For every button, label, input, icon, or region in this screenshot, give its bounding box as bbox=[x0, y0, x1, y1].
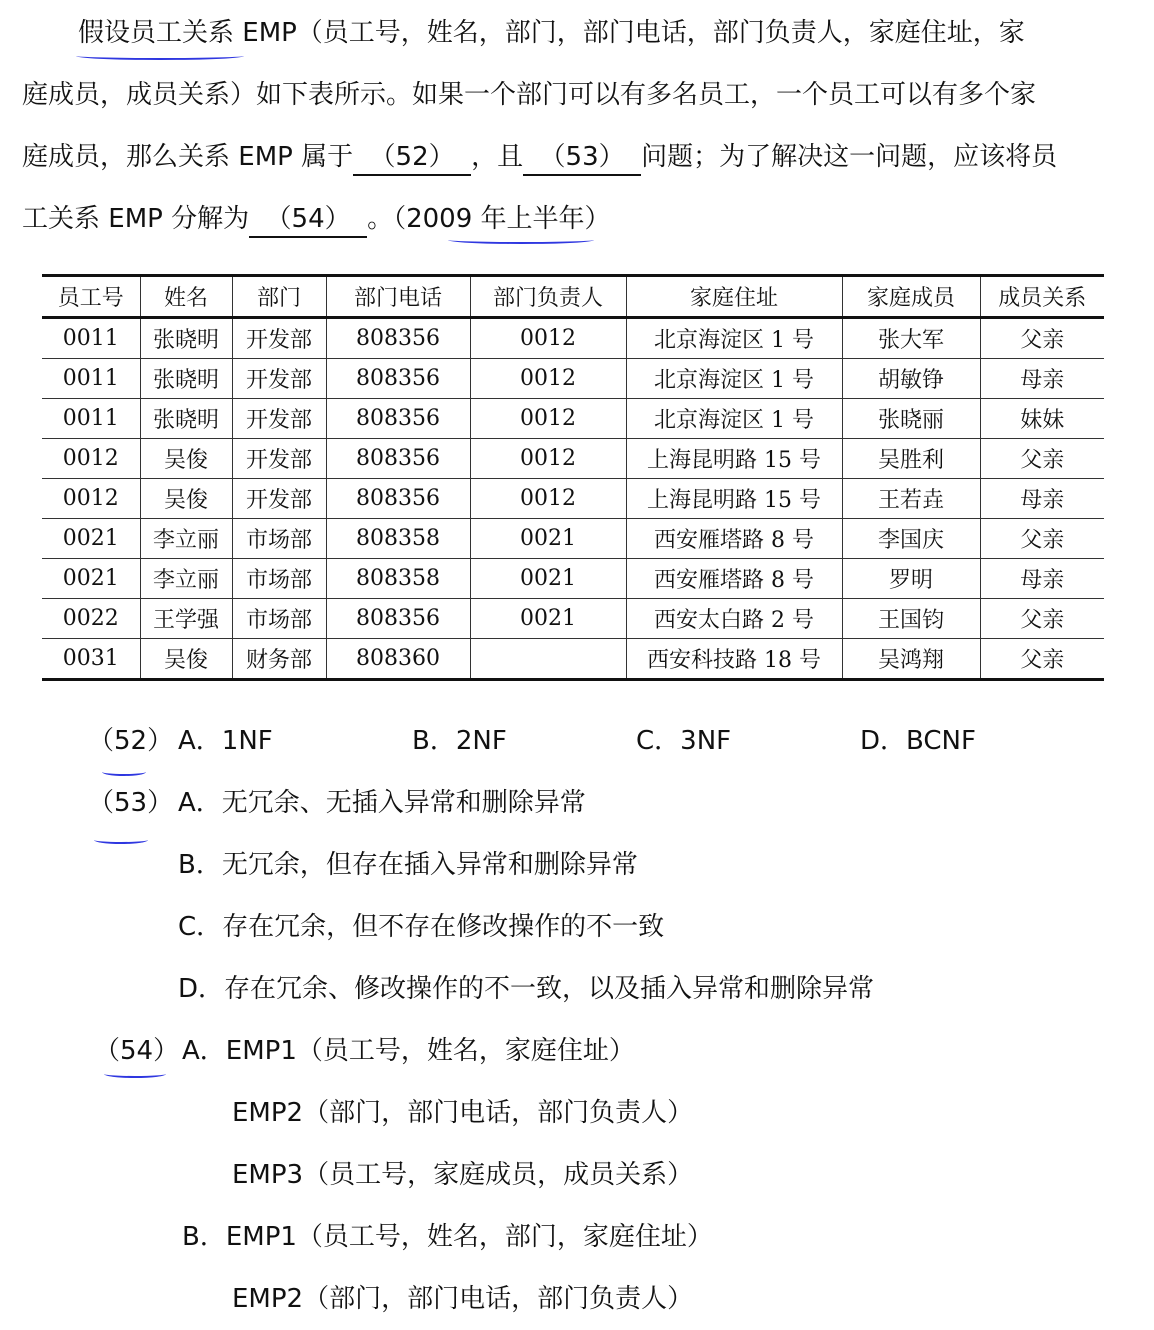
table-header-cell: 部门电话 bbox=[326, 276, 470, 318]
table-cell: 父亲 bbox=[980, 599, 1104, 639]
table-cell: 张大军 bbox=[842, 318, 980, 359]
question-52-options bbox=[0, 710, 1154, 772]
emp-table bbox=[42, 274, 1104, 681]
table-cell: 西安雁塔路 8 号 bbox=[626, 559, 842, 599]
table-cell: 西安雁塔路 8 号 bbox=[626, 519, 842, 559]
table-header-cell: 部门 bbox=[232, 276, 326, 318]
table-cell: 王若垚 bbox=[842, 479, 980, 519]
table-cell: 父亲 bbox=[980, 318, 1104, 359]
option-53-d: D．存在冗余、修改操作的不一致，以及插入异常和删除异常 bbox=[178, 974, 875, 1004]
table-row bbox=[42, 479, 1104, 519]
option-53-c: C．存在冗余，但不存在修改操作的不一致 bbox=[178, 912, 665, 942]
table-cell: 0012 bbox=[470, 318, 626, 359]
table-cell: 父亲 bbox=[980, 439, 1104, 479]
table-cell: 张晓丽 bbox=[842, 399, 980, 439]
question-line-4-a: 工关系 EMP 分解为 bbox=[22, 204, 250, 234]
table-cell: 0021 bbox=[470, 599, 626, 639]
handwritten-underline-title bbox=[76, 52, 244, 60]
option-52-d: D．BCNF bbox=[860, 726, 976, 756]
table-cell: 张晓明 bbox=[140, 318, 232, 359]
table-cell: 吴俊 bbox=[140, 479, 232, 519]
table-cell: 西安太白路 2 号 bbox=[626, 599, 842, 639]
table-header-cell: 姓名 bbox=[140, 276, 232, 318]
table-cell bbox=[470, 639, 626, 680]
question-line-4-b: 。（2009 年上半年） bbox=[367, 204, 611, 234]
option-52-b: B．2NF bbox=[412, 726, 507, 756]
table-cell: 王学强 bbox=[140, 599, 232, 639]
table-row bbox=[42, 559, 1104, 599]
table-cell: 市场部 bbox=[232, 559, 326, 599]
question-53-option-b bbox=[0, 834, 1154, 896]
question-54-number: （54） bbox=[94, 1036, 180, 1066]
question-53-number: （53） bbox=[88, 788, 174, 818]
question-line-1: 假设员工关系 EMP（员工号，姓名，部门，部门电话，部门负责人，家庭住址，家 bbox=[78, 18, 1025, 48]
table-cell: 吴俊 bbox=[140, 639, 232, 680]
table-cell: 0012 bbox=[470, 479, 626, 519]
table-cell: 0012 bbox=[470, 399, 626, 439]
table-cell: 财务部 bbox=[232, 639, 326, 680]
table-cell: 0021 bbox=[42, 559, 140, 599]
table-cell: 开发部 bbox=[232, 399, 326, 439]
table-cell: 808356 bbox=[326, 599, 470, 639]
handwritten-underline-year bbox=[448, 236, 594, 244]
table-cell: 李国庆 bbox=[842, 519, 980, 559]
table-cell: 吴鸿翔 bbox=[842, 639, 980, 680]
question-54-option-b bbox=[0, 1206, 1154, 1268]
question-line-3 bbox=[22, 126, 1132, 188]
table-body bbox=[42, 318, 1104, 680]
table-header-row bbox=[42, 276, 1104, 318]
table-cell: 北京海淀区 1 号 bbox=[626, 399, 842, 439]
table-cell: 母亲 bbox=[980, 359, 1104, 399]
table-cell: 0012 bbox=[470, 439, 626, 479]
table-cell: 0022 bbox=[42, 599, 140, 639]
question-52-number: （52） bbox=[88, 726, 174, 756]
option-53-a: A．无冗余、无插入异常和删除异常 bbox=[178, 788, 586, 818]
table-row bbox=[42, 439, 1104, 479]
table-cell: 胡敏铮 bbox=[842, 359, 980, 399]
table-cell: 李立丽 bbox=[140, 559, 232, 599]
table-cell: 808358 bbox=[326, 559, 470, 599]
table-cell: 张晓明 bbox=[140, 399, 232, 439]
table-header-cell: 家庭成员 bbox=[842, 276, 980, 318]
table-cell: 0012 bbox=[470, 359, 626, 399]
table-cell: 张晓明 bbox=[140, 359, 232, 399]
table-cell: 0021 bbox=[470, 559, 626, 599]
table-cell: 808360 bbox=[326, 639, 470, 680]
table-cell: 808356 bbox=[326, 318, 470, 359]
table-cell: 开发部 bbox=[232, 479, 326, 519]
table-cell: 开发部 bbox=[232, 439, 326, 479]
question-line-3-c: 问题；为了解决这一问题，应该将员 bbox=[641, 142, 1058, 172]
table-cell: 吴胜利 bbox=[842, 439, 980, 479]
table-cell: 0012 bbox=[42, 439, 140, 479]
table-cell: 0011 bbox=[42, 359, 140, 399]
table-cell: 0011 bbox=[42, 399, 140, 439]
option-54-b-line1: B．EMP1（员工号，姓名，部门，家庭住址） bbox=[182, 1222, 713, 1252]
table-header-cell: 家庭住址 bbox=[626, 276, 842, 318]
table-cell: 市场部 bbox=[232, 519, 326, 559]
table-cell: 0012 bbox=[42, 479, 140, 519]
table-cell: 父亲 bbox=[980, 639, 1104, 680]
table-row bbox=[42, 359, 1104, 399]
table-cell: 父亲 bbox=[980, 519, 1104, 559]
table-cell: 李立丽 bbox=[140, 519, 232, 559]
option-54-a-line1: A．EMP1（员工号，姓名，家庭住址） bbox=[182, 1036, 635, 1066]
option-52-c: C．3NF bbox=[636, 726, 732, 756]
question-54-option-b-2 bbox=[0, 1268, 1154, 1330]
blank-54: （54） bbox=[249, 202, 367, 238]
table-cell: 开发部 bbox=[232, 318, 326, 359]
blank-52: （52） bbox=[353, 140, 471, 176]
question-53-option-a bbox=[0, 772, 1154, 834]
question-54-option-a-2 bbox=[0, 1082, 1154, 1144]
table-cell: 上海昆明路 15 号 bbox=[626, 439, 842, 479]
question-line-3-a: 庭成员，那么关系 EMP 属于 bbox=[22, 142, 354, 172]
table-row bbox=[42, 318, 1104, 359]
table-cell: 吴俊 bbox=[140, 439, 232, 479]
table-header-cell: 部门负责人 bbox=[470, 276, 626, 318]
question-54-option-a-3 bbox=[0, 1144, 1154, 1206]
option-54-a-line3: EMP3（员工号，家庭成员，成员关系） bbox=[232, 1160, 694, 1190]
table-cell: 808356 bbox=[326, 439, 470, 479]
options bbox=[0, 710, 1154, 1330]
table-cell: 上海昆明路 15 号 bbox=[626, 479, 842, 519]
question-54-option-a bbox=[0, 1020, 1154, 1082]
table-cell: 808356 bbox=[326, 399, 470, 439]
table-cell: 北京海淀区 1 号 bbox=[626, 359, 842, 399]
table-cell: 北京海淀区 1 号 bbox=[626, 318, 842, 359]
table-cell: 开发部 bbox=[232, 359, 326, 399]
option-52-a: A．1NF bbox=[178, 726, 273, 756]
table-header-cell: 员工号 bbox=[42, 276, 140, 318]
table-row bbox=[42, 639, 1104, 680]
table-cell: 西安科技路 18 号 bbox=[626, 639, 842, 680]
question-text bbox=[22, 2, 1132, 250]
table-cell: 808356 bbox=[326, 359, 470, 399]
option-54-b-line2: EMP2（部门，部门电话，部门负责人） bbox=[232, 1284, 694, 1314]
table-cell: 母亲 bbox=[980, 479, 1104, 519]
table-cell: 0011 bbox=[42, 318, 140, 359]
table-header-cell: 成员关系 bbox=[980, 276, 1104, 318]
question-53-option-c bbox=[0, 896, 1154, 958]
option-54-a-line2: EMP2（部门，部门电话，部门负责人） bbox=[232, 1098, 694, 1128]
table-cell: 808356 bbox=[326, 479, 470, 519]
question-line-2: 庭成员，成员关系）如下表所示。如果一个部门可以有多名员工，一个员工可以有多个家 bbox=[22, 80, 1037, 110]
blank-53: （53） bbox=[523, 140, 641, 176]
table-cell: 0021 bbox=[470, 519, 626, 559]
option-53-b: B．无冗余，但存在插入异常和删除异常 bbox=[178, 850, 638, 880]
question-53-option-d bbox=[0, 958, 1154, 1020]
table-cell: 罗明 bbox=[842, 559, 980, 599]
table-cell: 母亲 bbox=[980, 559, 1104, 599]
table-cell: 808358 bbox=[326, 519, 470, 559]
table-cell: 妹妹 bbox=[980, 399, 1104, 439]
question-line-3-b: ，且 bbox=[471, 142, 524, 172]
table-cell: 0021 bbox=[42, 519, 140, 559]
table-cell: 市场部 bbox=[232, 599, 326, 639]
table-row bbox=[42, 399, 1104, 439]
table-cell: 0031 bbox=[42, 639, 140, 680]
table-row bbox=[42, 519, 1104, 559]
table-cell: 王国钧 bbox=[842, 599, 980, 639]
table-row bbox=[42, 599, 1104, 639]
